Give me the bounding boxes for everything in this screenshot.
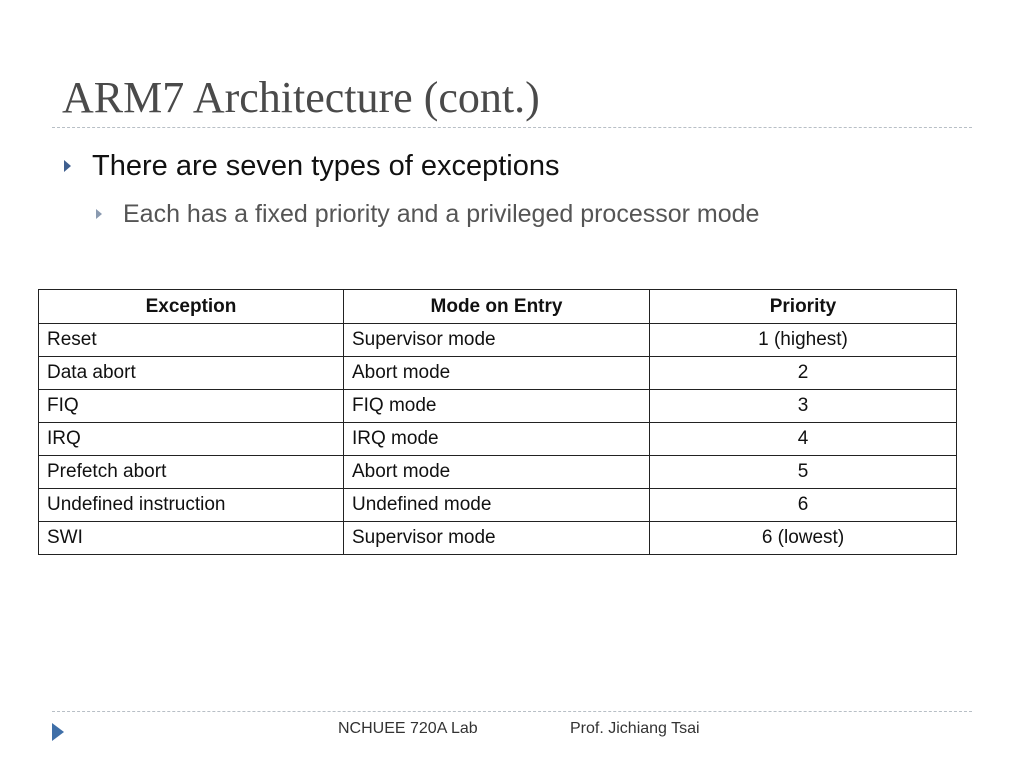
cell-mode: Abort mode — [344, 357, 650, 390]
table-row — [39, 423, 957, 456]
cell-mode: Supervisor mode — [344, 522, 650, 555]
table-row — [39, 522, 957, 555]
table-row — [39, 324, 957, 357]
exception-table — [38, 289, 957, 555]
cell-mode: IRQ mode — [344, 423, 650, 456]
triangle-right-icon — [64, 160, 71, 172]
header-priority: Priority — [650, 290, 957, 324]
cell-priority: 1 (highest) — [650, 324, 957, 357]
cell-mode: Undefined mode — [344, 489, 650, 522]
play-arrow-icon — [52, 723, 64, 741]
table-row — [39, 357, 957, 390]
cell-mode: Abort mode — [344, 456, 650, 489]
triangle-right-icon — [96, 209, 102, 219]
cell-exception: Undefined instruction — [39, 489, 344, 522]
sub-bullet-text: Each has a fixed priority and a privileged processor mode — [123, 200, 760, 228]
slide-title: ARM7 Architecture (cont.) — [62, 73, 540, 122]
footer-professor: Prof. Jichiang Tsai — [570, 720, 700, 737]
cell-exception: Prefetch abort — [39, 456, 344, 489]
cell-exception: Reset — [39, 324, 344, 357]
cell-mode: Supervisor mode — [344, 324, 650, 357]
bullet-level-1 — [64, 148, 559, 184]
cell-exception: IRQ — [39, 423, 344, 456]
table-row — [39, 456, 957, 489]
table-row — [39, 489, 957, 522]
bullet-text: There are seven types of exceptions — [92, 150, 560, 182]
header-exception: Exception — [39, 290, 344, 324]
cell-priority: 6 (lowest) — [650, 522, 957, 555]
cell-exception: SWI — [39, 522, 344, 555]
footer-lab: NCHUEE 720A Lab — [338, 720, 478, 737]
cell-priority: 5 — [650, 456, 957, 489]
footer-divider — [52, 711, 972, 712]
cell-exception: FIQ — [39, 390, 344, 423]
title-divider — [52, 127, 972, 128]
cell-priority: 4 — [650, 423, 957, 456]
cell-exception: Data abort — [39, 357, 344, 390]
cell-mode: FIQ mode — [344, 390, 650, 423]
table-header-row — [39, 290, 957, 324]
cell-priority: 6 — [650, 489, 957, 522]
header-mode-on-entry: Mode on Entry — [344, 290, 650, 324]
bullet-level-2 — [96, 198, 759, 230]
cell-priority: 3 — [650, 390, 957, 423]
table-row — [39, 390, 957, 423]
cell-priority: 2 — [650, 357, 957, 390]
